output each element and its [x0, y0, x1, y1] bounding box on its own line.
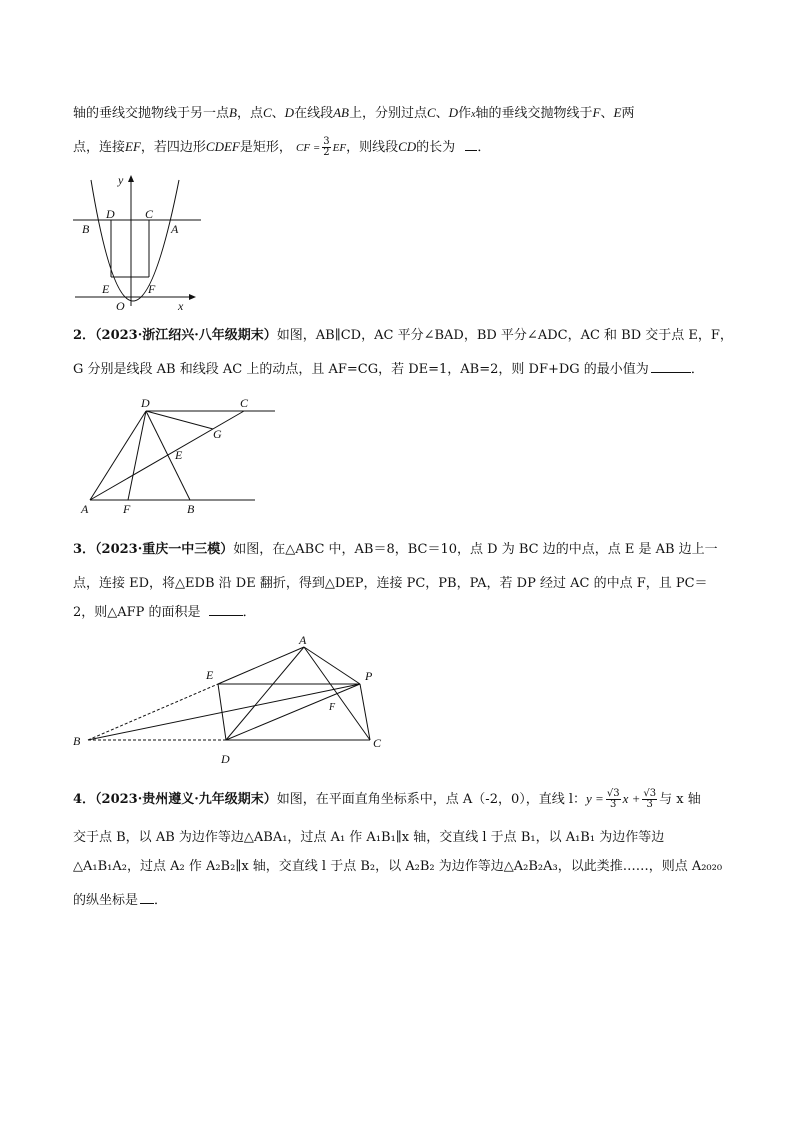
segment-PC: [360, 684, 370, 740]
label-F: F: [148, 282, 156, 296]
label-D: D: [141, 396, 150, 410]
q1-parabola-figure: [70, 172, 205, 312]
q4-line-4: 的纵坐标是 ．: [73, 893, 168, 908]
label-C: C: [145, 207, 154, 221]
q4-line-2: 交于点 B，以 AB 为边作等边△ABA₁，过点 A₁ 作 A₁B₁∥x 轴，交直线 l 于点 B₁，以 A₁B₁ 为边作等边: [73, 830, 665, 845]
label-A: A: [171, 222, 179, 236]
fraction-3-2: $\frac{3}{2}$: [323, 136, 330, 158]
label-F: F: [123, 502, 131, 516]
segment-AP: [304, 647, 360, 684]
q4-line-3: △A₁B₁A₂，过点 A₂ 作 A₂B₂∥x 轴，交直线 l 于点 B₂，以 A₂B₂ 为边作等边△A₂B₂A₃，以此类推……，则点 A₂₀₂₀: [73, 859, 723, 874]
q2-line-2: G 分别是线段 AB 和线段 AC 上的动点，且 AF=CG，若 DE=1，AB=2，则 DF+DG 的最小值为 ．: [73, 362, 704, 377]
segment-DF: [128, 411, 146, 500]
q3-line-2: 点，连接 ED，将△EDB 沿 DE 翻折，得到△DEP，连接 PC，PB，PA，若 DP 经过 AC 的中点 F，且 PC＝: [73, 576, 708, 591]
answer-blank: [465, 140, 477, 151]
q3-line-1: 3．（2023·重庆一中三模）如图，在△ABC 中，AB＝8，BC＝10，点 D 为 BC 边的中点，点 E 是 AB 边上一: [73, 542, 718, 557]
fraction-sqrt3-3: $\frac{√3}{3}$: [606, 788, 620, 810]
label-O: O: [116, 299, 125, 312]
label-B: B: [82, 222, 90, 236]
label-A: A: [81, 502, 89, 516]
segment-DB: [146, 411, 190, 500]
q3-triangle-fold-figure: [68, 632, 393, 770]
label-D: D: [221, 752, 230, 766]
label-A: A: [299, 633, 307, 647]
answer-blank: [140, 893, 154, 904]
segment-DP: [226, 684, 360, 740]
label-B: B: [187, 502, 195, 516]
segment-AD: [226, 647, 304, 740]
y-axis-arrow: [128, 175, 134, 182]
label-E: E: [102, 282, 110, 296]
q1-line-2: 点，连接EF，若四边形CDEF是矩形， CF = $\frac{3}{2}$ EF，则线段CD的长为 ．: [73, 136, 491, 158]
label-x: x: [178, 299, 184, 312]
label-E: E: [175, 448, 183, 462]
label-C: C: [240, 396, 249, 410]
label-B: B: [73, 734, 81, 748]
label-F: F: [329, 702, 336, 713]
q2-line-1: 2．（2023·浙江绍兴·八年级期末）如图，AB∥CD，AC 平分∠BAD，BD 平分∠ADC，AC 和 BD 交于点 E，F，: [73, 328, 733, 343]
label-G: G: [213, 427, 222, 441]
segment-AC: [90, 411, 244, 500]
label-P: P: [365, 669, 373, 683]
label-E: E: [206, 668, 214, 682]
segment-AD: [90, 411, 146, 500]
segment-EA: [218, 647, 304, 684]
q4-line-1: 4．（2023·贵州遵义·九年级期末）如图，在平面直角坐标系中，点 A（-2，0），直线 l：y = $\frac{√3}{3}$ x + $\frac{√3}{3}$ 与 x 轴: [73, 788, 701, 810]
segment-BE-dashed: [88, 684, 218, 740]
segment-BP: [88, 684, 360, 740]
label-C: C: [373, 736, 382, 750]
label-D: D: [106, 207, 115, 221]
q3-line-3: 2，则△AFP 的面积是 ．: [73, 605, 256, 620]
answer-blank: [651, 362, 691, 373]
fraction-sqrt3-3-b: $\frac{√3}{3}$: [643, 788, 657, 810]
q1-line-1: 轴的垂线交抛物线于另一点B，点C、D在线段AB上，分别过点C、D作x轴的垂线交抛物线于F、E两: [73, 105, 635, 121]
segment-DG: [146, 411, 213, 429]
label-y: y: [118, 173, 124, 187]
answer-blank: [209, 605, 243, 616]
q2-trapezoid-figure: [75, 392, 285, 520]
x-axis-arrow: [189, 294, 196, 300]
